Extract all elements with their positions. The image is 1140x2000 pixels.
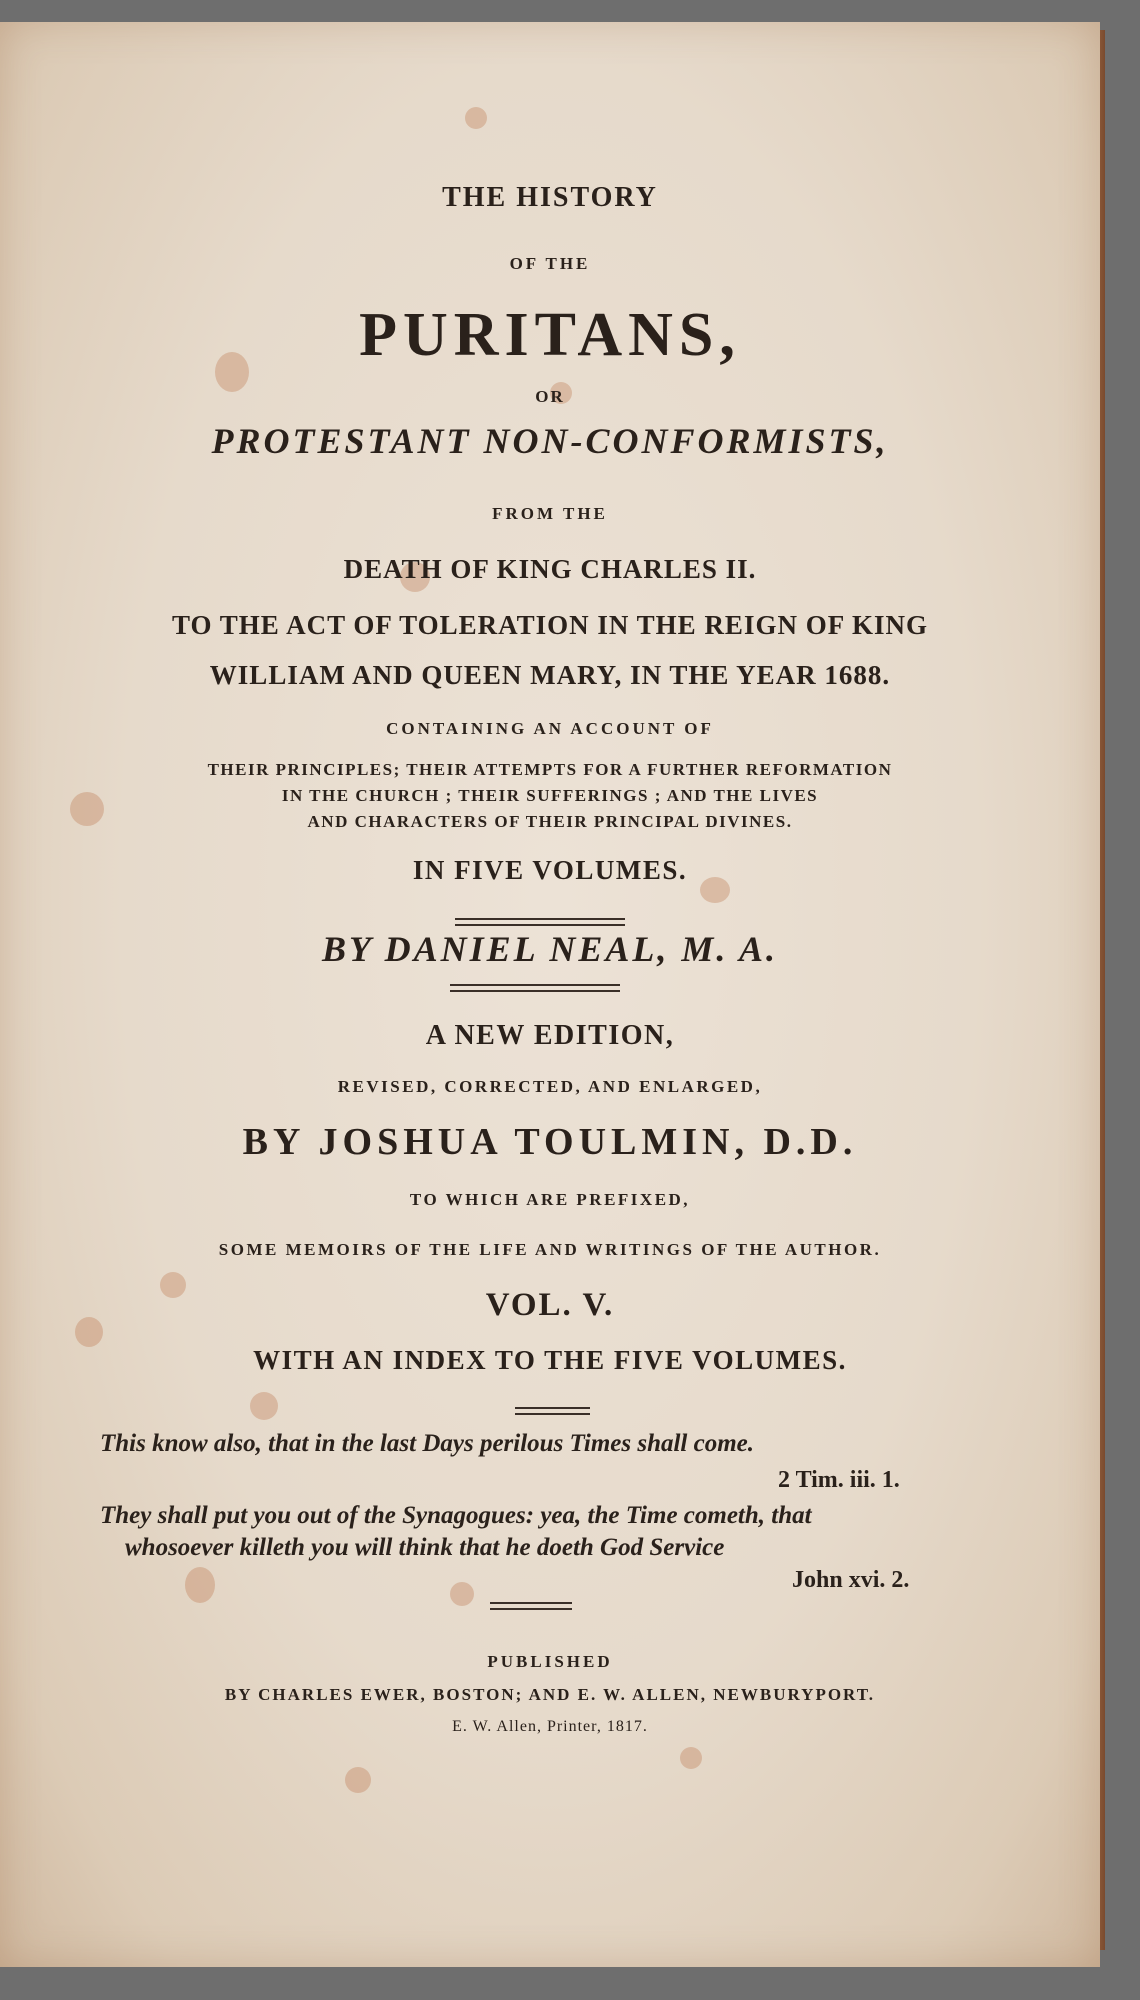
foxing-spot	[185, 1567, 215, 1603]
title-line: TO WHICH ARE PREFIXED,	[409, 1190, 691, 1209]
epigraph-quote: This know also, that in the last Days perilous Times shall come.	[100, 1430, 755, 1457]
epigraph-quote: whosoever killeth you will think that he doeth God Service	[125, 1534, 725, 1561]
epigraph-reference: John xvi. 2.	[792, 1567, 910, 1593]
author-line: BY DANIEL NEAL, M. A.	[321, 929, 779, 969]
foxing-spot	[465, 107, 487, 129]
title-line: IN FIVE VOLUMES.	[412, 855, 688, 885]
title-line: THEIR PRINCIPLES; THEIR ATTEMPTS FOR A FURTHER REFORMATION	[207, 760, 893, 779]
foxing-spot	[450, 1582, 474, 1606]
double-rule	[455, 918, 625, 926]
foxing-spot	[680, 1747, 702, 1769]
imprint-line: PUBLISHED	[487, 1652, 613, 1671]
title-line: IN THE CHURCH ; THEIR SUFFERINGS ; AND THE LIVES	[281, 786, 819, 805]
title-line: REVISED, CORRECTED, AND ENLARGED,	[337, 1077, 763, 1096]
title-line: AND CHARACTERS OF THEIR PRINCIPAL DIVINES.	[307, 812, 793, 831]
volume-line: VOL. V.	[485, 1287, 615, 1323]
editor-line: BY JOSHUA TOULMIN, D.D.	[242, 1121, 858, 1163]
title-line: CONTAINING AN ACCOUNT OF	[386, 719, 714, 738]
title-line: WITH AN INDEX TO THE FIVE VOLUMES.	[253, 1345, 847, 1375]
title-line: WILLIAM AND QUEEN MARY, IN THE YEAR 1688.	[209, 660, 891, 690]
imprint-line: E. W. Allen, Printer, 1817.	[452, 1718, 648, 1735]
title-line: OF THE	[509, 254, 591, 273]
title-line: FROM THE	[492, 504, 608, 523]
double-rule	[450, 984, 620, 992]
epigraph-quote: They shall put you out of the Synagogues: yea, the Time cometh, that	[100, 1502, 812, 1529]
subtitle: PROTESTANT NON-CONFORMISTS,	[211, 421, 889, 461]
title-line: THE HISTORY	[442, 182, 658, 213]
edition-line: A NEW EDITION,	[425, 1020, 675, 1051]
title-line: TO THE ACT OF TOLERATION IN THE REIGN OF KING	[172, 610, 928, 640]
title-page	[0, 22, 1100, 1967]
double-rule	[490, 1602, 572, 1610]
double-rule	[515, 1407, 590, 1415]
title-line: DEATH OF KING CHARLES II.	[343, 554, 757, 584]
title-line: SOME MEMOIRS OF THE LIFE AND WRITINGS OF THE AUTHOR.	[218, 1240, 882, 1259]
foxing-spot	[345, 1767, 371, 1793]
imprint-line: BY CHARLES EWER, BOSTON; AND E. W. ALLEN, NEWBURYPORT.	[224, 1685, 876, 1704]
foxing-spot	[250, 1392, 278, 1420]
main-title: PURITANS,	[359, 301, 741, 369]
title-line: OR	[535, 387, 565, 406]
epigraph-reference: 2 Tim. iii. 1.	[778, 1467, 900, 1493]
